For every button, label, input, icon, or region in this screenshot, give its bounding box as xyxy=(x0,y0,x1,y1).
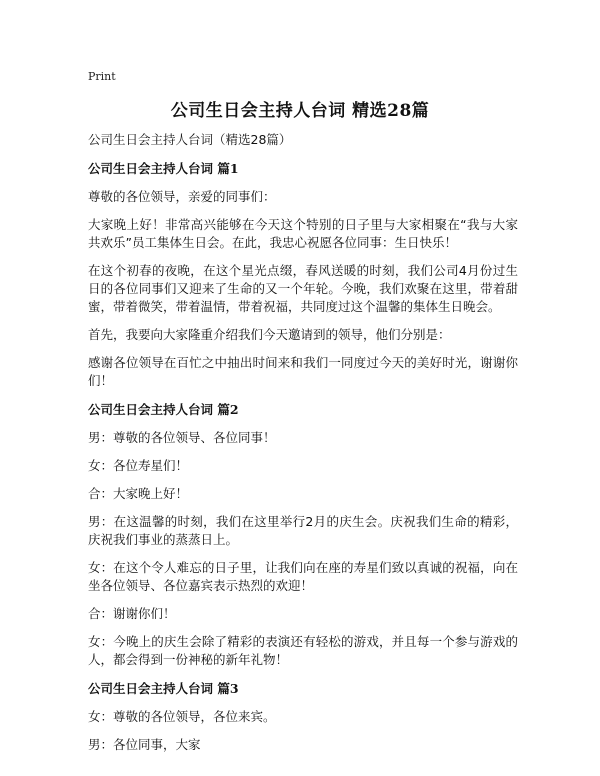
section-heading: 公司生日会主持人台词 篇3 xyxy=(88,681,239,696)
document-subtitle: 公司生日会主持人台词（精选28篇） xyxy=(88,132,292,147)
paragraph: 女：尊敬的各位领导，各位来宾。 xyxy=(88,709,276,724)
section-heading: 公司生日会主持人台词 篇1 xyxy=(88,161,239,176)
paragraph: 女：在这个令人难忘的日子里，让我们向在座的寿星们致以真诚的祝福，向在坐各位领导、各位嘉宾表示热烈的欢迎！ xyxy=(88,560,518,593)
paragraph: 合：大家晚上好！ xyxy=(88,486,189,501)
paragraph: 感谢各位领导在百忙之中抽出时间来和我们一同度过今天的美好时光，谢谢你们！ xyxy=(88,355,518,388)
paragraph: 在这个初春的夜晚，在这个星光点缀，春风送暖的时刻，我们公司4月份过生日的各位同事们又迎来了生命的又一个年轮。今晚，我们欢聚在这里，带着甜蜜，带着微笑，带着温情，带着祝福，共同度过这个温馨的集体生日晚会。 xyxy=(88,263,518,314)
page-title: 公司生日会主持人台词 精选28篇 xyxy=(170,101,430,121)
paragraph: 合：谢谢你们！ xyxy=(88,606,176,621)
section-3 xyxy=(88,679,518,754)
section-heading: 公司生日会主持人台词 篇2 xyxy=(88,402,239,417)
paragraph: 女：今晚上的庆生会除了精彩的表演还有轻松的游戏，并且每一个参与游戏的人，都会得到一份神秘的新年礼物！ xyxy=(88,634,518,667)
print-link[interactable]: Print xyxy=(88,70,116,83)
paragraph: 女：各位寿星们！ xyxy=(88,458,189,473)
paragraph: 男：在这温馨的时刻，我们在这里举行2月的庆生会。庆祝我们生命的精彩，庆祝我们事业的蒸蒸日上。 xyxy=(88,514,518,547)
paragraph: 首先，我要向大家隆重介绍我们今天邀请到的领导，他们分别是： xyxy=(88,327,451,342)
paragraph: 男：尊敬的各位领导、各位同事！ xyxy=(88,430,276,445)
paragraph: 男：各位同事，大家 xyxy=(88,737,201,752)
section-2 xyxy=(88,400,518,669)
document-body xyxy=(88,130,518,764)
paragraph: 尊敬的各位领导，亲爱的同事们： xyxy=(88,189,276,204)
paragraph: 大家晚上好！非常高兴能够在今天这个特别的日子里与大家相聚在“我与大家共欢乐”员工集体生日会。在此，我忠心祝愿各位同事：生日快乐！ xyxy=(88,217,518,250)
section-1 xyxy=(88,159,518,390)
